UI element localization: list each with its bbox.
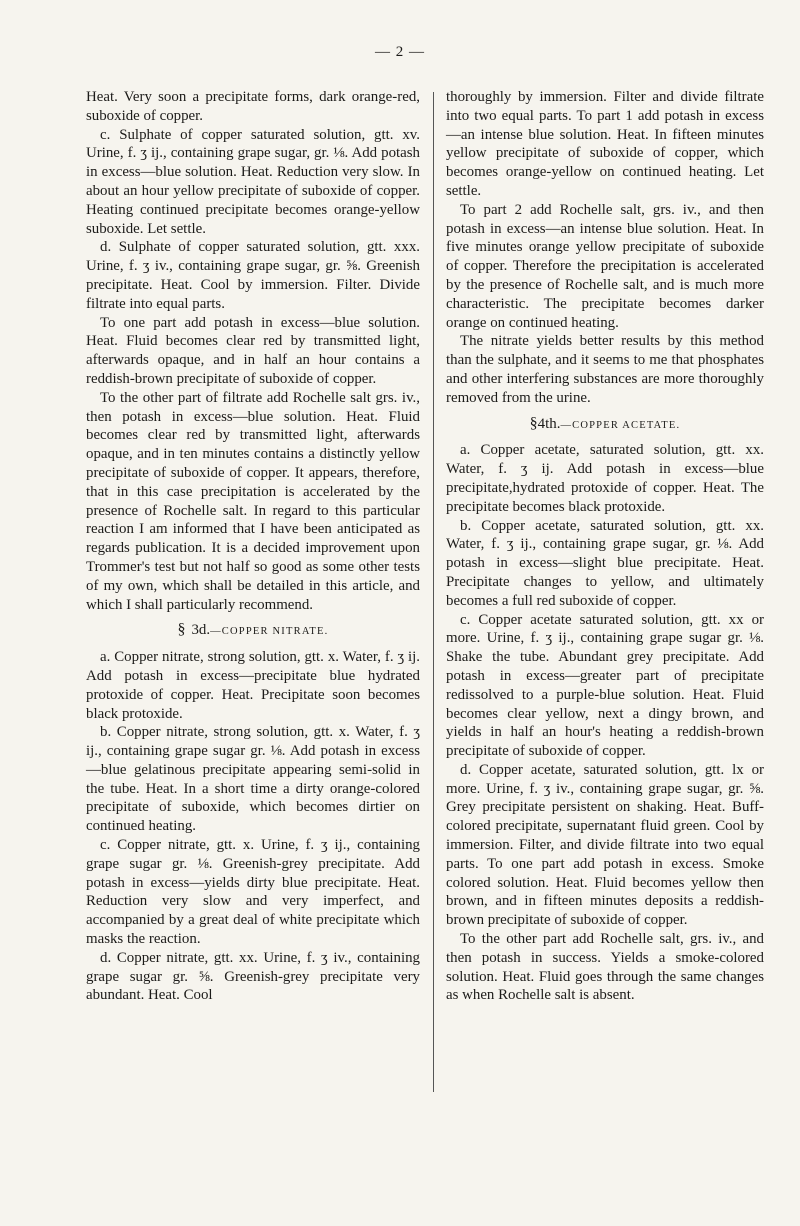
paragraph: To the other part add Rochelle salt, grs. iv., and then potash in success. Yields a smoke-colored solution. Heat. Fluid goes through the same changes as when Rochelle salt is absent. <box>446 931 764 1004</box>
paragraph: To one part add potash in excess—blue solution. Heat. Fluid becomes clear red by transmitted light, afterwards opaque, and in half an hour contains a reddish-brown precipitate of suboxide of copper. <box>86 314 420 387</box>
paragraph: c. Copper acetate saturated solution, gtt. xx or more. Urine, f. ʒ ij., containing grape sugar gr. ⅛. Shake the tube. Abundant grey precipitate. Add potash in excess—greater part of precipitate redissolved to a purple-blue solution. Heat. Fluid becomes clear yellow, next a dingy brown, and yields in half an hour's heating a reddish-brown precipitate of suboxide of copper. <box>446 611 764 760</box>
paragraph: b. Copper acetate, saturated solution, gtt. xx. Water, f. ʒ ij., containing grape sugar, gr. ⅛. Add potash in excess—slight blue precipitate. Heat. Precipitate changes to yellow, and ultimately becomes a full red suboxide of copper. <box>446 517 764 609</box>
paragraph: To the other part of filtrate add Rochelle salt grs. iv., then potash in excess—blue solution. Heat. Fluid becomes clear red by transmitted light, afterwards opaque, and in ten minutes contains a distinctly yellow precipitate of suboxide of copper. It appears, therefore, that in this case precipitation is accelerated by the presence of Rochelle salt. In regard to this particular reaction I am informed that I have been anticipated as regards publication. It is a decided improvement upon Trommer's test but not half so good as some other tests of my own, which shall be detailed in this article, and which I shall particularly recommend. <box>86 389 420 613</box>
section-sign: § <box>529 414 538 432</box>
paragraph: d. Copper nitrate, gtt. xx. Urine, f. ʒ iv., containing grape sugar gr. ⅝. Greenish-grey precipitate very abundant. Heat. Cool <box>86 949 420 1004</box>
paragraph: To part 2 add Rochelle salt, grs. iv., and then potash in excess—an intense blue solution. Heat. In five minutes orange yellow precipitate of suboxide of copper. Therefore the precipitation is accelerated by the presence of Rochelle salt, and is much more characteristic. The precipitate becomes darker orange on continued heating. <box>446 201 764 331</box>
paragraph: b. Copper nitrate, strong solution, gtt. x. Water, f. ʒ ij., containing grape sugar gr. ⅛. Add potash in excess—blue gelatinous precipitate appearing semi-solid in the tube. Heat. In a short time a dirty orange-colored precipitate of suboxide, which becomes dirtier on continued heating. <box>86 724 420 835</box>
paragraph: d. Sulphate of copper saturated solution, gtt. xxx. Urine, f. ʒ iv., containing grape sugar, gr. ⅝. Greenish precipitate. Heat. Cool by immersion. Filter. Divide filtrate into equal parts. <box>86 239 420 312</box>
section-title: —COPPER NITRATE. <box>210 626 329 638</box>
left-column <box>86 88 420 1005</box>
section-heading-copper-nitrate <box>86 621 420 642</box>
section-number: 3d. <box>191 622 211 639</box>
paragraph: d. Copper acetate, saturated solution, gtt. lx or more. Urine, f. ʒ iv., containing grape sugar, gr. ⅝. Grey precipitate persistent on shaking. Heat. Buff-colored precipitate, supernatant fluid green. Cool by immersion. Filter, and divide filtrate into two equal parts. To one part add potash in excess. Smoke colored solution. Heat. Fluid becomes yellow then brown, and in fifteen minutes deposits a reddish-brown precipitate of suboxide of copper. <box>446 761 764 929</box>
paragraph: c. Copper nitrate, gtt. x. Urine, f. ʒ ij., containing grape sugar gr. ⅛. Greenish-grey precipitate. Add potash in excess—yields dirty blue precipitate. Heat. Reduction very slow and very imperfect, and accompanied by a great deal of white precipitate which masks the reaction. <box>86 837 420 948</box>
section-heading-copper-acetate <box>446 415 764 436</box>
paragraph: thoroughly by immersion. Filter and divide filtrate into two equal parts. To part 1 add potash in excess—an intense blue solution. Heat. In fifteen minutes yellow precipitate of suboxide of copper, which becomes orange-yellow on continued heating. Let settle. <box>446 89 764 199</box>
paragraph: The nitrate yields better results by this method than the sulphate, and it seems to me that phosphates and other interfering substances are more thoroughly removed from the urine. <box>446 333 764 406</box>
section-number: 4th. <box>537 415 561 432</box>
paragraph: c. Sulphate of copper saturated solution, gtt. xv. Urine, f. ʒ ij., containing grape sugar, gr. ⅛. Add potash in excess—blue solution. Heat. Reduction very slow. In about an hour yellow precipitate of suboxide of copper. Heating continued precipitate becomes orange-yellow suboxide. Let settle. <box>86 126 420 237</box>
column-divider <box>433 92 434 1092</box>
paragraph: a. Copper acetate, saturated solution, gtt. xx. Water, f. ʒ ij. Add potash in excess—blue precipitate,hydrated protoxide of copper. Heat. The precipitate becomes black protoxide. <box>446 442 764 515</box>
paragraph: Heat. Very soon a precipitate forms, dark orange-red, suboxide of copper. <box>86 89 420 124</box>
right-column <box>446 88 764 1005</box>
paragraph: a. Copper nitrate, strong solution, gtt. x. Water, f. ʒ ij. Add potash in excess—precipitate blue hydrated protoxide of copper. Heat. Precipitate soon becomes black protoxide. <box>86 649 420 722</box>
section-sign: § <box>177 621 186 639</box>
section-title: —COPPER ACETATE. <box>560 419 681 431</box>
page-number: — 2 — <box>375 44 425 60</box>
